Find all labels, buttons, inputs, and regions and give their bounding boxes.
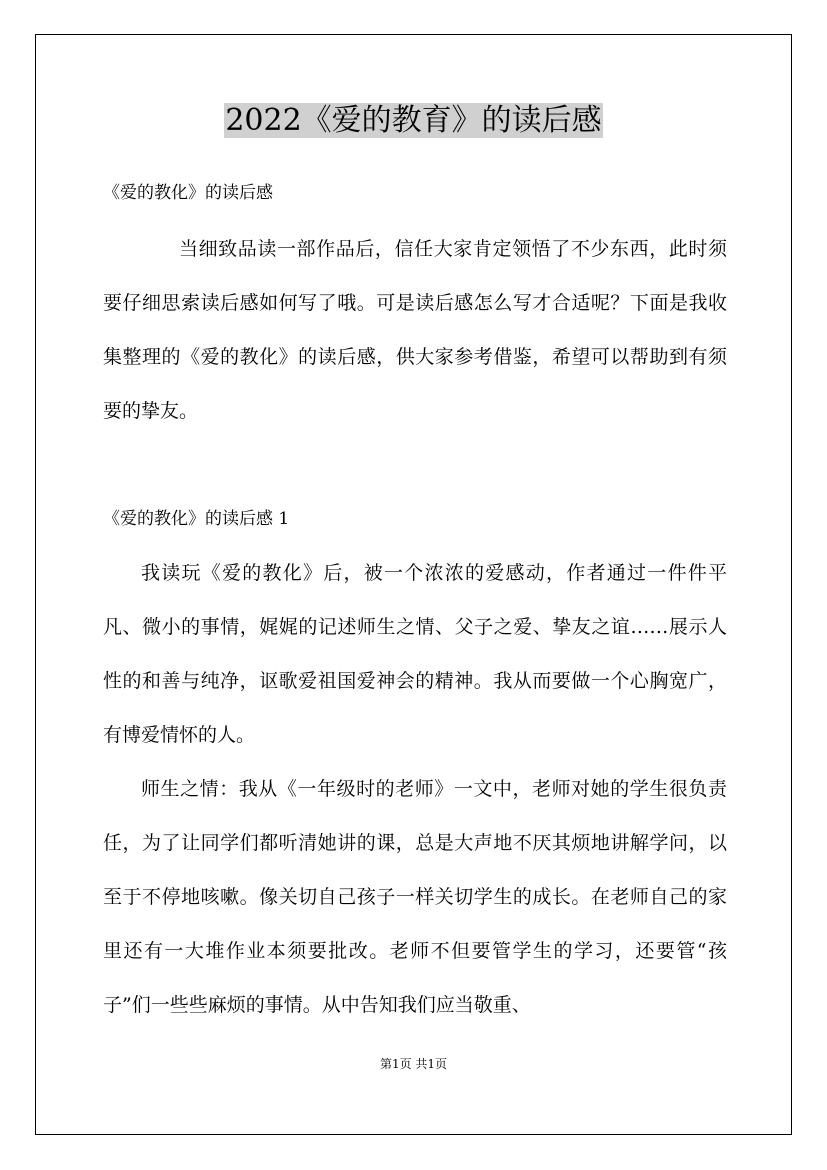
page-footer: 第1页 共1页 [379, 1057, 448, 1071]
document-subtitle: 《爱的教化》的读后感 [103, 183, 273, 203]
document-title-text: 2022《爱的教育》的读后感 [225, 103, 602, 138]
intro-paragraph: 当细致品读一部作品后，信任大家肯定领悟了不少东西，此时须要仔细思索读后感如何写了哦。可是读后感怎么写才合适呢？下面是我收集整理的《爱的教化》的读后感，供大家参考借鉴，希望可以帮助到有须要的挚友。 [103, 238, 727, 422]
body-paragraph-2: 师生之情：我从《一年级时的老师》一文中，老师对她的学生很负责任，为了让同学们都听清她讲的课，总是大声地不厌其烦地讲解学问，以至于不停地咳嗽。像关切自己孩子一样关切学生的成长。在老师自己的家里还有一大堆作业本须要批改。老师不但要管学生的学习，还要管“孩子”们一些些麻烦的事情。从中告知我们应当敬重、 [103, 778, 727, 1016]
document-title [0, 100, 827, 142]
body-paragraph-1: 我读玩《爱的教化》后，被一个浓浓的爱感动，作者通过一件件平凡、微小的事情，娓娓的记述师生之情、父子之爱、挚友之谊……展示人性的和善与纯净，讴歌爱祖国爱神会的精神。我从而要做一个心胸宽广，有博爱情怀的人。 [103, 562, 727, 746]
section-heading: 《爱的教化》的读后感 1 [103, 509, 290, 529]
